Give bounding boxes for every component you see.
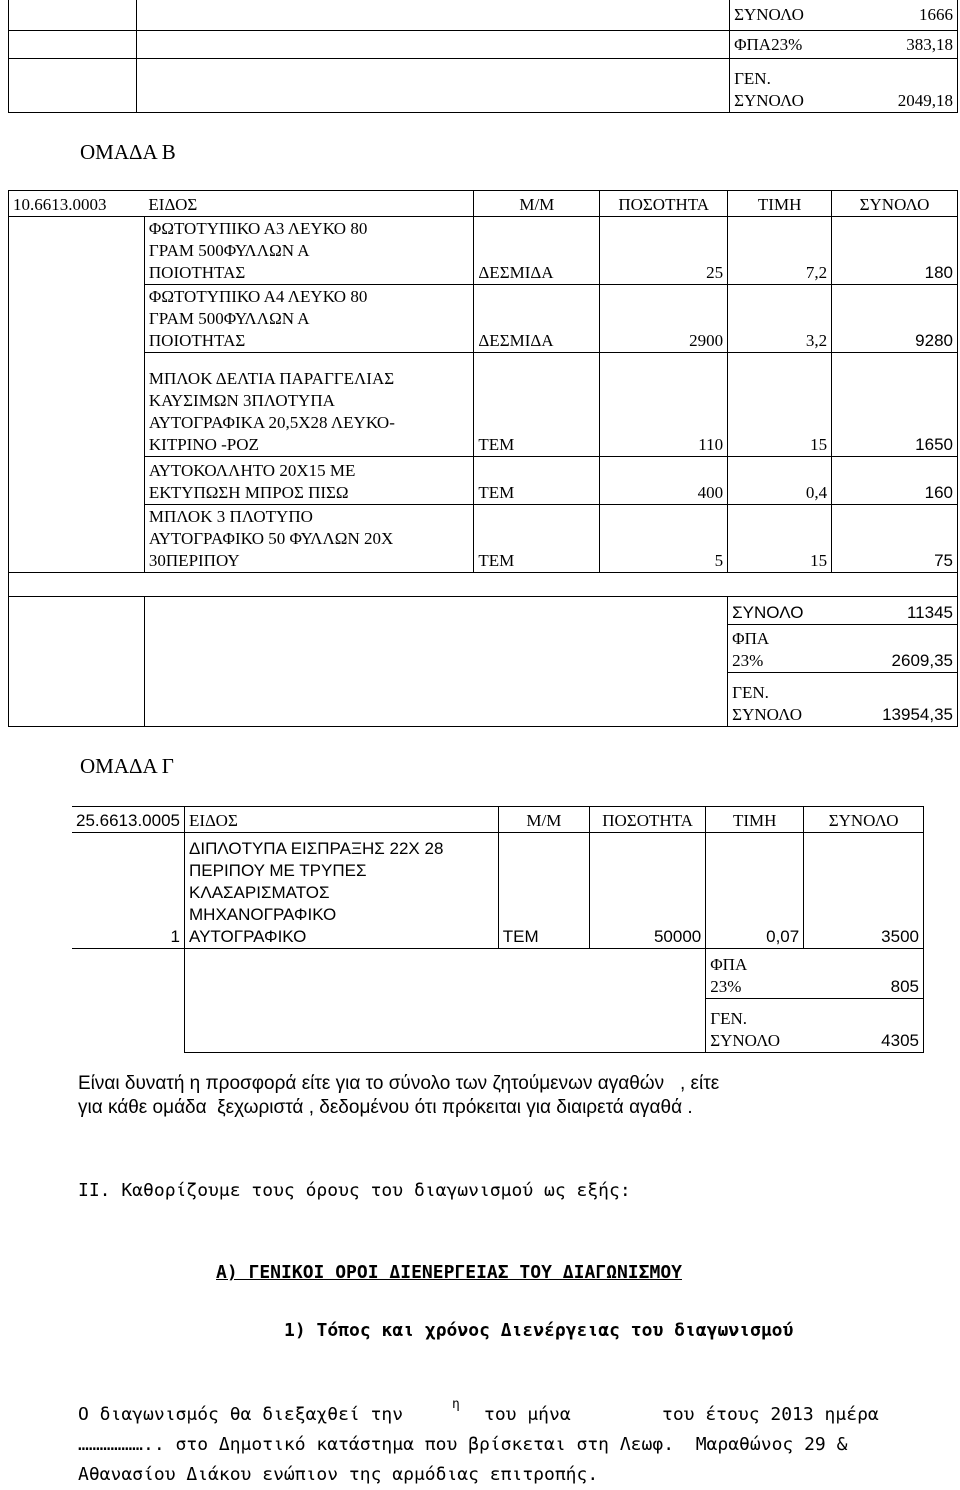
col-qty: ΠΟΣΟΤΗΤΑ [589, 807, 705, 833]
group-a-totals-table [8, 0, 958, 113]
grand-total-label [730, 59, 822, 113]
empty-cell [9, 285, 145, 353]
item-line: ΑΥΤΟΚΟΛΛΗΤΟ 20Χ15 ΜΕ [148, 461, 356, 480]
grand-total-label-line: ΣΥΝΟΛΟ [732, 705, 802, 724]
empty-cell [9, 573, 958, 597]
empty-cell [9, 31, 137, 59]
item-total: 180 [832, 217, 958, 285]
item-qty: 25 [600, 217, 728, 285]
item-total: 3500 [804, 833, 924, 949]
empty-cell [9, 0, 137, 31]
row-number: 1 [72, 833, 185, 949]
item-description [185, 833, 499, 949]
grand-total-value: 4305 [804, 999, 924, 1053]
total-value: 11345 [832, 597, 958, 625]
item-price: 15 [728, 505, 832, 573]
grand-total-label [706, 999, 804, 1053]
empty-cell [136, 59, 729, 113]
item-description [144, 457, 473, 505]
item-line: ΜΠΛΟΚ ΔΕΛΤΙΑ ΠΑΡΑΓΓΕΛΙΑΣ [148, 369, 395, 388]
col-code: 10.6613.0003 [9, 191, 145, 217]
item-line: ΕΚΤΥΠΩΣΗ ΜΠΡΟΣ ΠΙΣΩ [148, 483, 349, 502]
grand-total-value: 13954,35 [832, 673, 958, 727]
empty-cell [144, 625, 727, 673]
item-line: ΚΛΑΣΑΡΙΣΜΑΤΟΣ [189, 883, 330, 902]
item-description [144, 353, 473, 457]
item-unit: ΤΕΜ [474, 353, 600, 457]
empty-cell [72, 999, 185, 1053]
item-description [144, 285, 473, 353]
item-price: 3,2 [728, 285, 832, 353]
item-line: ΠΟΙΟΤΗΤΑΣ [148, 263, 246, 282]
total-label: ΣΥΝΟΛΟ [728, 597, 832, 625]
grand-total-label-line: ΣΥΝΟΛΟ [710, 1031, 781, 1050]
grand-total-label-line: ΓΕΝ. [732, 683, 769, 702]
empty-cell [136, 0, 729, 31]
body-text [78, 1397, 948, 1490]
total-value: 1666 [822, 0, 958, 31]
table-row [9, 505, 958, 573]
group-b-heading: ΟΜΑΔΑ Β [80, 140, 176, 164]
item-line: ΦΩΤΟΤΥΠΙΚΟ Α3 ΛΕΥΚΟ 80 [148, 219, 368, 238]
superscript-marker: η [452, 1397, 460, 1412]
item-unit: ΔΕΣΜΙΔΑ [474, 217, 600, 285]
body-fragment: του έτους 2013 ημέρα [662, 1404, 879, 1425]
col-item: ΕΙΔΟΣ [144, 191, 473, 217]
vat-label-line: 23% [710, 977, 742, 996]
item-line: ΦΩΤΟΤΥΠΙΚΟ Α4 ΛΕΥΚΟ 80 [148, 287, 368, 306]
table-row [9, 217, 958, 285]
item-qty: 110 [600, 353, 728, 457]
item-price: 7,2 [728, 217, 832, 285]
item-description [144, 505, 473, 573]
vat-label-line: 23% [732, 651, 764, 670]
item-line: ΓΡΑΜ 500ΦΥΛΛΩΝ Α [148, 241, 310, 260]
section-a-title: Α) ΓΕΝΙΚΟΙ ΟΡΟΙ ΔΙΕΝΕΡΓΕΙΑΣ ΤΟΥ ΔΙΑΓΩΝΙΣΜΟΥ [216, 1262, 682, 1283]
item-price: 0,4 [728, 457, 832, 505]
grand-total-label [728, 673, 832, 727]
col-item: ΕΙΔΟΣ [185, 807, 499, 833]
item-unit: ΤΕΜ [474, 505, 600, 573]
body-fragment: του μήνα [484, 1404, 571, 1425]
item-unit: ΤΕΜ [498, 833, 589, 949]
empty-cell [72, 949, 185, 999]
item-line: ΠΕΡΙΠΟΥ ΜΕ ΤΡΥΠΕΣ [189, 861, 367, 880]
item-qty: 2900 [600, 285, 728, 353]
vat-label-line: ΦΠΑ [732, 629, 770, 648]
table-row [9, 457, 958, 505]
item-line: ΓΡΑΜ 500ΦΥΛΛΩΝ Α [148, 309, 310, 328]
item-line: ΜΠΛΟΚ 3 ΠΛΟΤΥΠΟ [148, 507, 313, 526]
empty-cell [144, 597, 727, 625]
empty-cell [185, 949, 706, 999]
col-price: ΤΙΜΗ [728, 191, 832, 217]
empty-cell [9, 673, 145, 727]
empty-cell [9, 505, 145, 573]
col-price: ΤΙΜΗ [706, 807, 804, 833]
group-c-table [72, 806, 924, 1053]
vat-label: ΦΠΑ23% [730, 31, 822, 59]
empty-cell [185, 999, 706, 1053]
empty-cell [9, 597, 145, 625]
group-b-table [8, 190, 958, 727]
item-line: ΜΗΧΑΝΟΓΡΑΦΙΚΟ [189, 905, 337, 924]
item-line: ΚΙΤΡΙΝΟ -ΡΟΖ [148, 435, 259, 454]
grand-total-label-line: ΓΕΝ. [734, 69, 771, 88]
table-row [9, 353, 958, 457]
item-unit: ΤΕΜ [474, 457, 600, 505]
table-row [72, 833, 924, 949]
empty-cell [136, 31, 729, 59]
item-description [144, 217, 473, 285]
item-line: ΠΟΙΟΤΗΤΑΣ [148, 331, 246, 350]
offer-note [78, 1072, 948, 1120]
offer-note-line: Είναι δυνατή η προσφορά είτε για το σύνολο των ζητούμενων αγαθών , είτε [78, 1073, 720, 1094]
grand-total-label-line: ΣΥΝΟΛΟ [734, 91, 804, 110]
grand-total-value: 2049,18 [822, 59, 958, 113]
item-total: 9280 [832, 285, 958, 353]
vat-label-line: ΦΠΑ [710, 955, 748, 974]
body-line: Αθανασίου Διάκου ενώπιον της αρμόδιας επιτροπής. [78, 1464, 599, 1485]
empty-cell [9, 625, 145, 673]
empty-cell [9, 217, 145, 285]
col-qty: ΠΟΣΟΤΗΤΑ [600, 191, 728, 217]
group-c-heading: ΟΜΑΔΑ Γ [80, 754, 174, 778]
item-qty: 400 [600, 457, 728, 505]
subsection-1-title: 1) Τόπος και χρόνος Διενέργειας του διαγωνισμού [284, 1320, 794, 1341]
item-total: 75 [832, 505, 958, 573]
item-line: ΑΥΤΟΓΡΑΦΙΚΟ [189, 927, 307, 946]
empty-cell [9, 59, 137, 113]
table-row [9, 285, 958, 353]
col-total: ΣΥΝΟΛΟ [804, 807, 924, 833]
offer-note-line: για κάθε ομάδα ξεχωριστά , δεδομένου ότι πρόκειται για διαιρετά αγαθά . [78, 1097, 693, 1118]
vat-value: 2609,35 [832, 625, 958, 673]
vat-value: 383,18 [822, 31, 958, 59]
item-price: 0,07 [706, 833, 804, 949]
item-total: 1650 [832, 353, 958, 457]
col-total: ΣΥΝΟΛΟ [832, 191, 958, 217]
section-ii-text: ΙΙ. Καθορίζουμε τους όρους του διαγωνισμού ως εξής: [78, 1180, 631, 1201]
item-line: ΑΥΤΟΓΡΑΦΙΚΟ 50 ΦΥΛΛΩΝ 20Χ [148, 529, 394, 548]
empty-cell [9, 353, 145, 457]
vat-value: 805 [804, 949, 924, 999]
item-unit: ΔΕΣΜΙΔΑ [474, 285, 600, 353]
item-qty: 5 [600, 505, 728, 573]
col-code: 25.6613.0005 [72, 807, 185, 833]
item-qty: 50000 [589, 833, 705, 949]
vat-label [728, 625, 832, 673]
vat-label [706, 949, 804, 999]
body-line: ……………….. στο Δημοτικό κατάστημα που βρίσκεται στη Λεωφ. Μαραθώνος 29 & [78, 1434, 848, 1455]
total-label: ΣΥΝΟΛΟ [730, 0, 822, 31]
item-line: 30ΠΕΡΙΠΟΥ [148, 551, 240, 570]
item-line: ΔΙΠΛΟΤΥΠΑ ΕΙΣΠΡΑΞΗΣ 22Χ 28 [189, 839, 444, 858]
empty-cell [9, 457, 145, 505]
body-fragment: Ο διαγωνισμός θα διεξαχθεί την [78, 1404, 404, 1425]
body-line [78, 1397, 948, 1430]
col-unit: Μ/Μ [498, 807, 589, 833]
item-price: 15 [728, 353, 832, 457]
item-line: ΚΑΥΣΙΜΩΝ 3ΠΛΟΤΥΠΑ [148, 391, 335, 410]
item-total: 160 [832, 457, 958, 505]
col-unit: Μ/Μ [474, 191, 600, 217]
empty-cell [144, 673, 727, 727]
item-line: ΑΥΤΟΓΡΑΦΙΚΑ 20,5Χ28 ΛΕΥΚΟ- [148, 413, 395, 432]
grand-total-label-line: ΓΕΝ. [710, 1009, 747, 1028]
